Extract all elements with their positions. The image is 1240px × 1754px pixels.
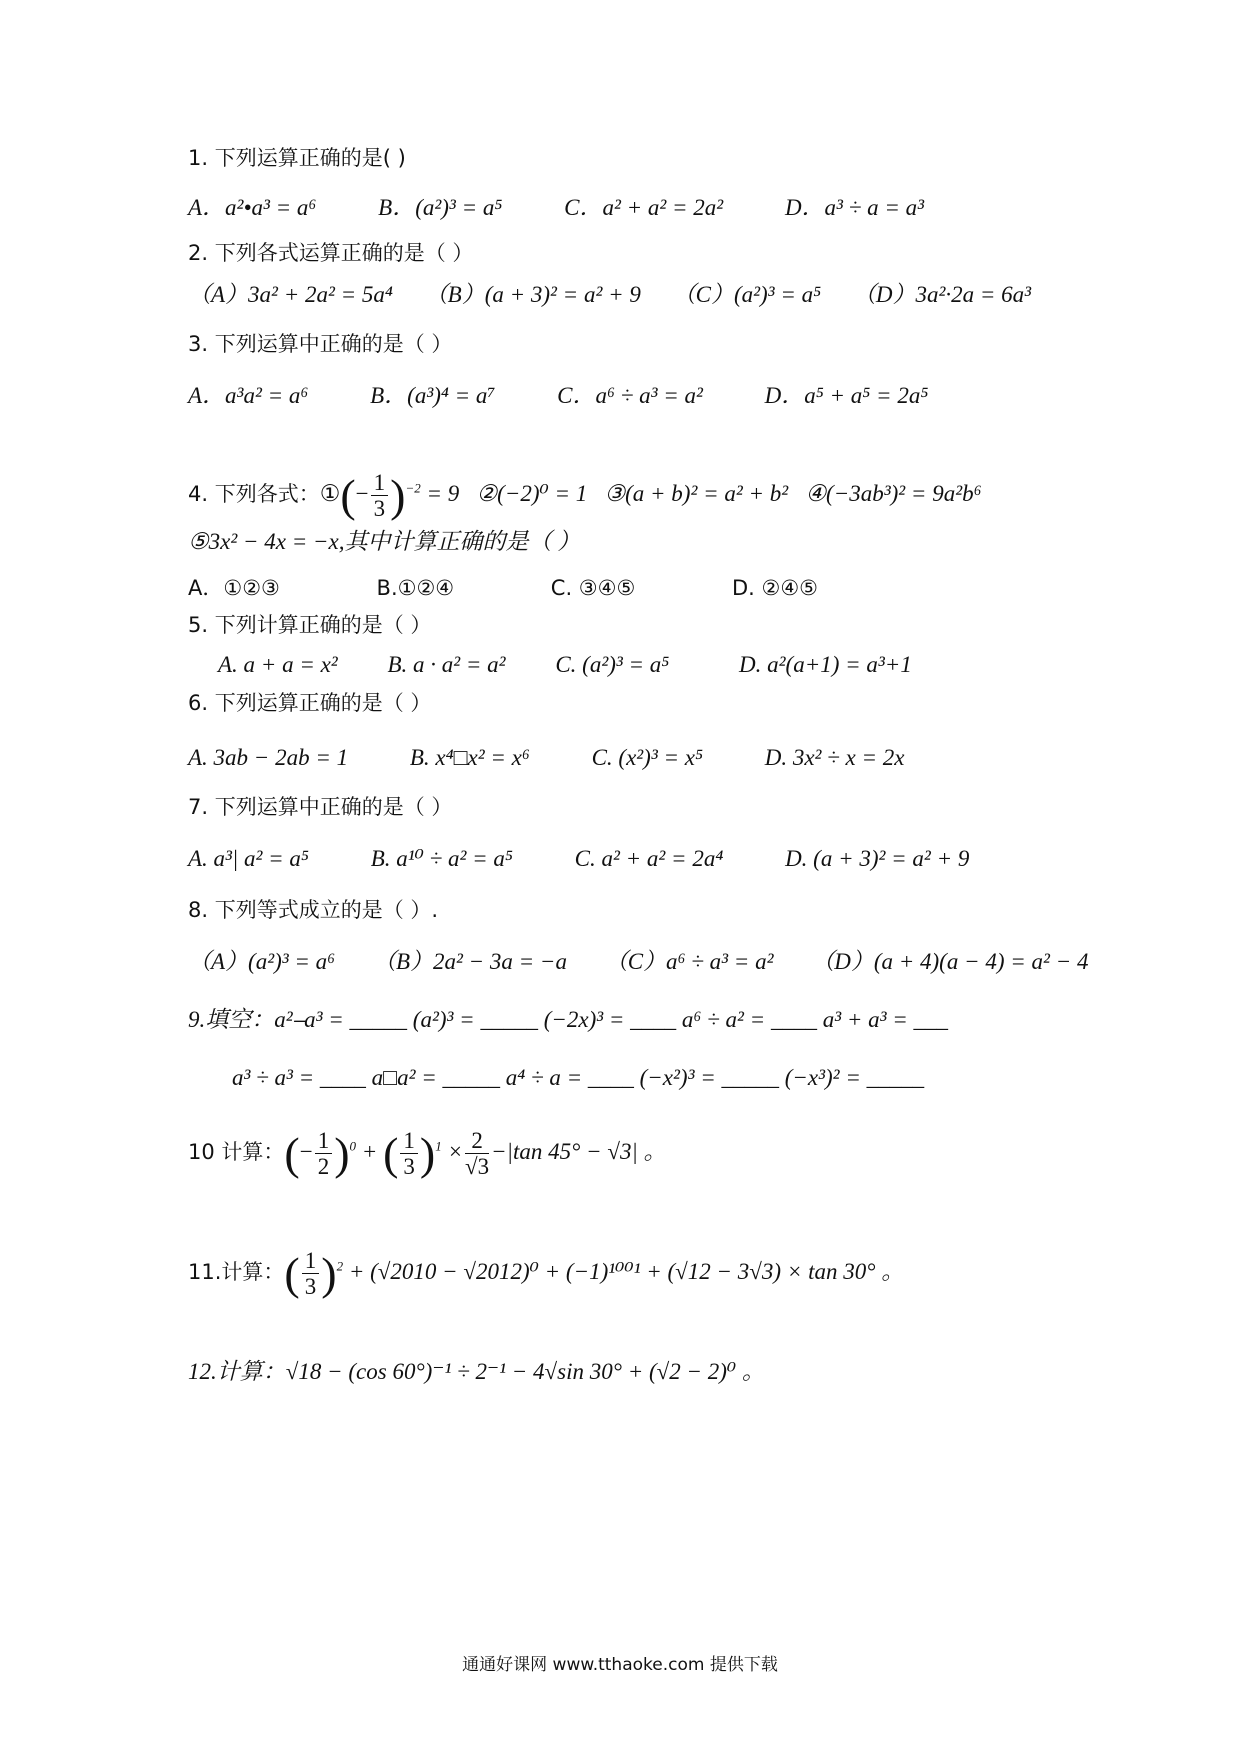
option-b: （B）2a² − 3a = −a xyxy=(372,949,567,974)
option-c: C．a² + a² = 2a² xyxy=(564,195,724,220)
option-b: B. a · a² = a² xyxy=(387,652,506,677)
question-2-stem: 2. 下列各式运算正确的是（ ） xyxy=(188,241,474,265)
option-c: C. (a²)³ = a⁵ xyxy=(555,652,670,677)
option-c: C. a² + a² = 2a⁴ xyxy=(574,846,724,871)
option-b: B. x⁴□x² = x⁶ xyxy=(409,745,530,770)
question-4-item-5: ⑤3x² − 4x = −x,其中计算正确的是（ ） xyxy=(188,529,581,554)
option-a: A．①②③ xyxy=(188,576,280,600)
option-a: A. a³| a² = a⁵ xyxy=(188,846,309,871)
option-b: B.①②④ xyxy=(376,576,455,600)
question-11: 11.计算：( $\frac{1}{3}$ )$^2$ + (√2010 − √2012)⁰ + (−1)¹⁰⁰¹ + (√12 − 3√3) × tan 30° 。 xyxy=(188,1247,905,1300)
option-c: （C）(a²)³ = a⁵ xyxy=(672,282,822,307)
option-b: （B）(a + 3)² = a² + 9 xyxy=(424,282,641,307)
option-c: C. ③④⑤ xyxy=(550,576,636,600)
question-10: 10 计算：(− $\frac{1}{2}$ )$^0$ + ( $\frac{1}{3}$ )$^1$ × $\frac{2}{√3}$ −|tan 45° − √3| 。 xyxy=(188,1127,667,1180)
option-b: B. a¹⁰ ÷ a² = a⁵ xyxy=(370,846,513,871)
option-b: B．(a³)⁴ = a⁷ xyxy=(370,383,496,408)
question-4-options xyxy=(188,578,874,599)
question-3-options xyxy=(188,384,984,407)
option-d: D. a²(a+1) = a³+1 xyxy=(739,652,912,677)
option-d: D. 3x² ÷ x = 2x xyxy=(764,745,905,770)
question-8-options xyxy=(188,950,1088,973)
option-a: A．a³a² = a⁶ xyxy=(188,383,309,408)
option-a: （A）3a² + 2a² = 5a⁴ xyxy=(188,282,393,307)
question-1-options xyxy=(188,196,980,219)
option-b: B．(a²)³ = a⁵ xyxy=(378,195,503,220)
question-3-stem: 3. 下列运算中正确的是（ ） xyxy=(188,332,453,356)
question-8-stem: 8. 下列等式成立的是（ ）. xyxy=(188,898,439,922)
option-c: C. (x²)³ = x⁵ xyxy=(591,745,703,770)
option-d: D．a⁵ + a⁵ = 2a⁵ xyxy=(764,383,929,408)
question-9-line-2: a³ ÷ a³ = ____ a□a² = _____ a⁴ ÷ a = ____ (−x²)³ = _____ (−x³)² = _____ xyxy=(232,1065,925,1090)
option-c: C．a⁶ ÷ a³ = a² xyxy=(557,383,703,408)
question-7-options xyxy=(188,847,969,870)
option-d: D. ②④⑤ xyxy=(731,576,818,600)
question-6-options xyxy=(188,746,961,769)
question-7-stem: 7. 下列运算中正确的是（ ） xyxy=(188,795,453,819)
question-6-stem: 6. 下列运算正确的是（ ） xyxy=(188,691,432,715)
footer-source: 通通好课网 www.tthaoke.com 提供下载 xyxy=(462,1655,778,1675)
question-5-stem: 5. 下列计算正确的是（ ） xyxy=(188,613,432,637)
question-5-options xyxy=(218,653,912,676)
option-a: （A）(a²)³ = a⁶ xyxy=(188,949,336,974)
question-4-stem: 4. 下列各式：①(− $\frac{1}{3}$ )$^{-2}$ = 9 ②(−2)⁰ = 1 ③(a + b)² = a² + b² ④(−3ab³)² = 9a²b⁶ xyxy=(188,469,982,522)
option-a: A. 3ab − 2ab = 1 xyxy=(188,745,349,770)
option-a: A．a²•a³ = a⁶ xyxy=(188,195,317,220)
option-c: （C）a⁶ ÷ a³ = a² xyxy=(604,949,774,974)
question-9-line-1: 9.填空：a²⎯a³ = _____ (a²)³ = _____ (−2x)³ = ____ a⁶ ÷ a² = ____ a³ + a³ = ___ xyxy=(188,1007,949,1032)
option-d: D．a³ ÷ a = a³ xyxy=(784,195,924,220)
question-2-options xyxy=(188,283,1031,306)
question-12: 12.计算：√18 − (cos 60°)⁻¹ ÷ 2⁻¹ − 4√sin 30° + (√2 − 2)⁰ 。 xyxy=(188,1359,765,1384)
question-1-stem: 1. 下列运算正确的是( ) xyxy=(188,146,406,170)
option-a: A. a + a = x² xyxy=(218,652,338,677)
option-d: （D）(a + 4)(a − 4) = a² − 4 xyxy=(811,949,1089,974)
option-d: D. (a + 3)² = a² + 9 xyxy=(785,846,970,871)
option-d: （D）3a²·2a = 6a³ xyxy=(852,282,1032,307)
